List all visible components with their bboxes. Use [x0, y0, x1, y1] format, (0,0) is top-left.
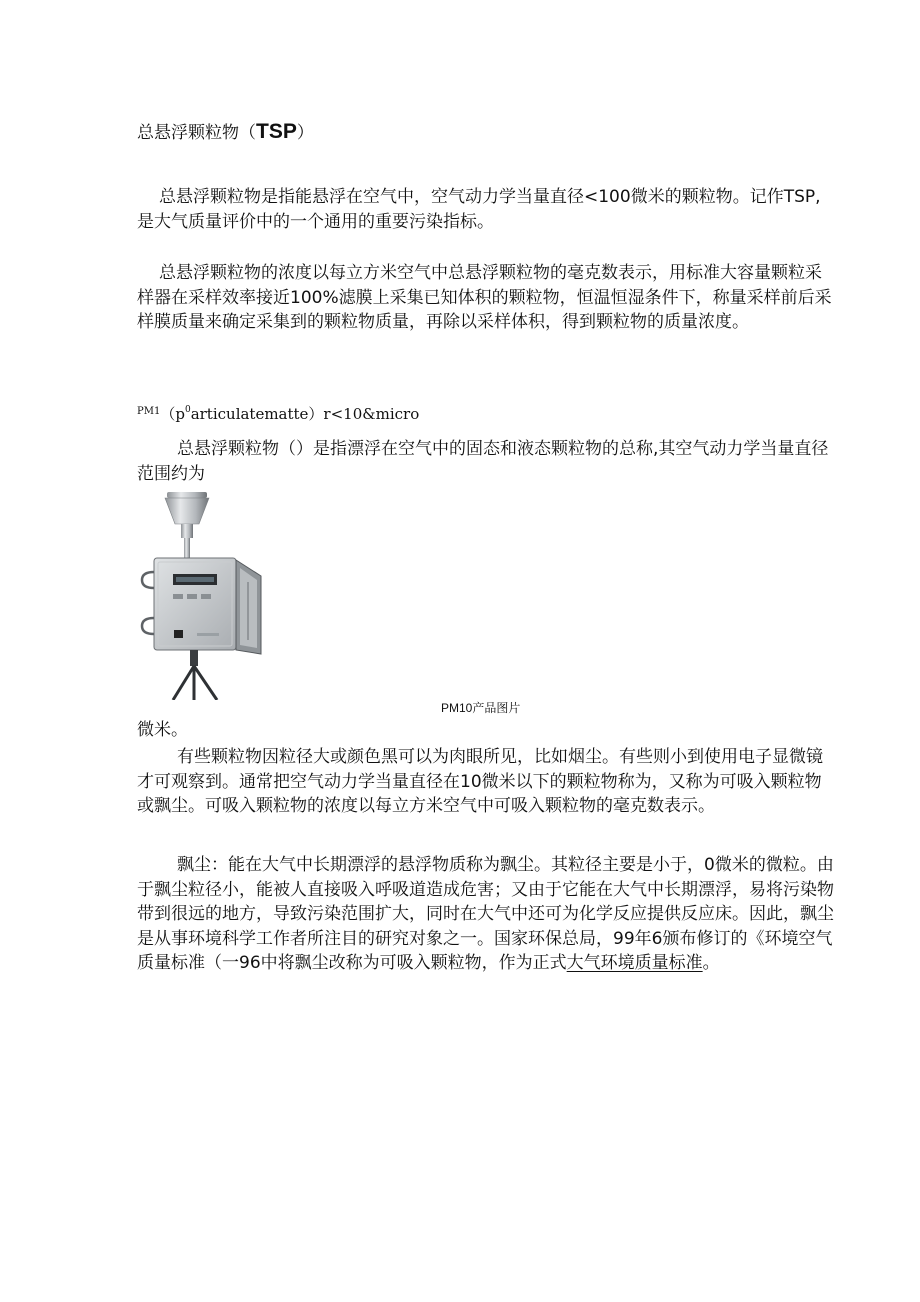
paragraph-visibility-text: 有些颗粒物因粒径大或颜色黑可以为肉眼所见，比如烟尘。有些则小到使用电子显微镜才可观察到。通常把空气动力学当量直径在10微米以下的颗粒物称为，又称为可吸入颗粒物或飘尘。可吸入颗粒物的浓度以每立方米空气中可吸入颗粒物的毫克数表示。 — [137, 747, 823, 816]
paragraph-tsp-summary-text: 总悬浮颗粒物（）是指漂浮在空气中的固态和液态颗粒物的总称,其空气动力学当量直径范围约为 — [137, 439, 829, 484]
paragraph-micron-unit-text: 微米。 — [137, 720, 188, 740]
pm-open: （p — [160, 405, 185, 423]
paragraph-floating-dust-end: 。 — [702, 953, 720, 973]
paragraph-floating-dust — [137, 853, 837, 976]
paragraph-floating-dust-text: 飘尘：能在大气中长期漂浮的悬浮物质称为飘尘。其粒径主要是小于，0微米的微粒。由于飘尘粒径小，能被人直接吸入呼吸道造成危害；又由于它能在大气中长期漂浮，易将污染物带到很远的地方，导致污染范围扩大，同时在大气中还可为化学反应提供反应床。因此，飘尘是从事环境科学工作者所注目的研究对象之一。国家环保总局，99年6颁布修订的《环境空气质量标准（一96中将飘尘改称为可吸入颗粒物，作为正式 — [137, 855, 834, 973]
title-prefix: 总悬浮颗粒物（ — [137, 123, 256, 143]
pm10-sampler-image — [137, 490, 265, 700]
paragraph-tsp-definition-text: 总悬浮颗粒物是指能悬浮在空气中，空气动力学当量直径<100微米的颗粒物。记作TSP,是大气质量评价中的一个通用的重要污染指标。 — [137, 187, 821, 232]
pm-superscript: 0 — [184, 405, 191, 415]
photo-caption: PM10产品图片 — [441, 701, 521, 715]
air-quality-standard-link[interactable]: 大气环境质量标准 — [566, 953, 703, 973]
pm-heading-line — [137, 399, 419, 425]
pm10-product-photo — [137, 490, 265, 700]
paragraph-visibility — [137, 745, 837, 819]
pm-label: PM1 — [137, 406, 161, 417]
title-tsp: TSP — [256, 120, 297, 143]
title-suffix: ） — [296, 123, 314, 143]
paragraph-tsp-concentration-text: 总悬浮颗粒物的浓度以每立方米空气中总悬浮颗粒物的毫克数表示，用标准大容量颗粒采样器在采样效率接近100%滤膜上采集已知体积的颗粒物，恒温恒湿条件下，称量采样前后采样膜质量来确定采集到的颗粒物质量，再除以采样体积，得到颗粒物的质量浓度。 — [137, 263, 832, 332]
paragraph-tsp-summary — [137, 437, 837, 486]
section-title — [137, 118, 314, 147]
paragraph-micron-unit — [137, 718, 837, 743]
paragraph-tsp-definition — [137, 185, 837, 234]
paragraph-tsp-concentration — [137, 261, 837, 335]
pm-rest: articulatematte）r<10&micro — [190, 405, 420, 423]
